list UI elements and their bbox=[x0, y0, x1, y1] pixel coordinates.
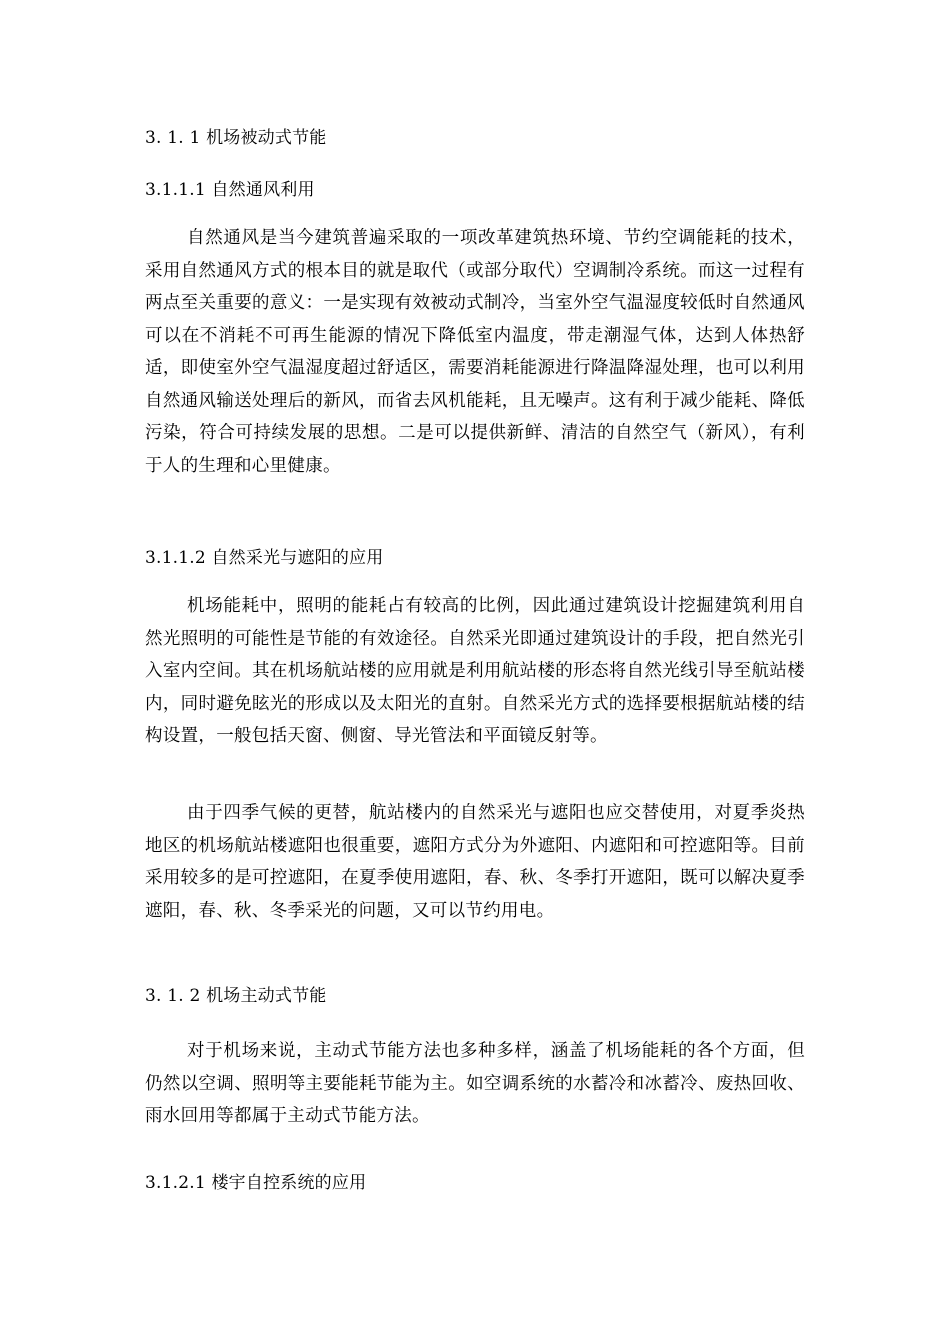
section-heading-3-1-2: 3. 1. 2 机场主动式节能 bbox=[145, 986, 327, 1006]
section-heading-3-1-2-1: 3.1.2.1 楼宇自控系统的应用 bbox=[145, 1173, 367, 1193]
section-heading-3-1-1: 3. 1. 1 机场被动式节能 bbox=[145, 128, 327, 148]
section-heading-3-1-1-1: 3.1.1.1 自然通风利用 bbox=[145, 180, 315, 200]
paragraph-shading: 由于四季气候的更替，航站楼内的自然采光与遮阳也应交替使用，对夏季炎热地区的机场航站楼遮阳也很重要，遮阳方式分为外遮阳、内遮阳和可控遮阳等。目前采用较多的是可控遮阳，在夏季使用遮阳，春、秋、冬季打开遮阳，既可以解决夏季遮阳，春、秋、冬季采光的问题，又可以节约用电。 bbox=[145, 803, 805, 921]
paragraph-natural-ventilation: 自然通风是当今建筑普遍采取的一项改革建筑热环境、节约空调能耗的技术，采用自然通风方式的根本目的就是取代（或部分取代）空调制冷系统。而这一过程有两点至关重要的意义：一是实现有效被动式制冷，当室外空气温湿度较低时自然通风可以在不消耗不可再生能源的情况下降低室内温度，带走潮湿气体，达到人体热舒适，即使室外空气温湿度超过舒适区，需要消耗能源进行降温降湿处理，也可以利用自然通风输送处理后的新风，而省去风机能耗，且无噪声。这有利于减少能耗、降低污染，符合可持续发展的思想。二是可以提供新鲜、清洁的自然空气（新风），有利于人的生理和心里健康。 bbox=[145, 228, 805, 476]
section-heading-3-1-1-2: 3.1.1.2 自然采光与遮阳的应用 bbox=[145, 548, 384, 568]
paragraph-active-energy-saving: 对于机场来说，主动式节能方法也多种多样，涵盖了机场能耗的各个方面，但仍然以空调、照明等主要能耗节能为主。如空调系统的水蓄冷和冰蓄冷、废热回收、雨水回用等都属于主动式节能方法。 bbox=[145, 1041, 805, 1126]
paragraph-daylighting: 机场能耗中，照明的能耗占有较高的比例，因此通过建筑设计挖掘建筑利用自然光照明的可能性是节能的有效途径。自然采光即通过建筑设计的手段，把自然光引入室内空间。其在机场航站楼的应用就是利用航站楼的形态将自然光线引导至航站楼内，同时避免眩光的形成以及太阳光的直射。自然采光方式的选择要根据航站楼的结构设置，一般包括天窗、侧窗、导光管法和平面镜反射等。 bbox=[145, 596, 805, 746]
